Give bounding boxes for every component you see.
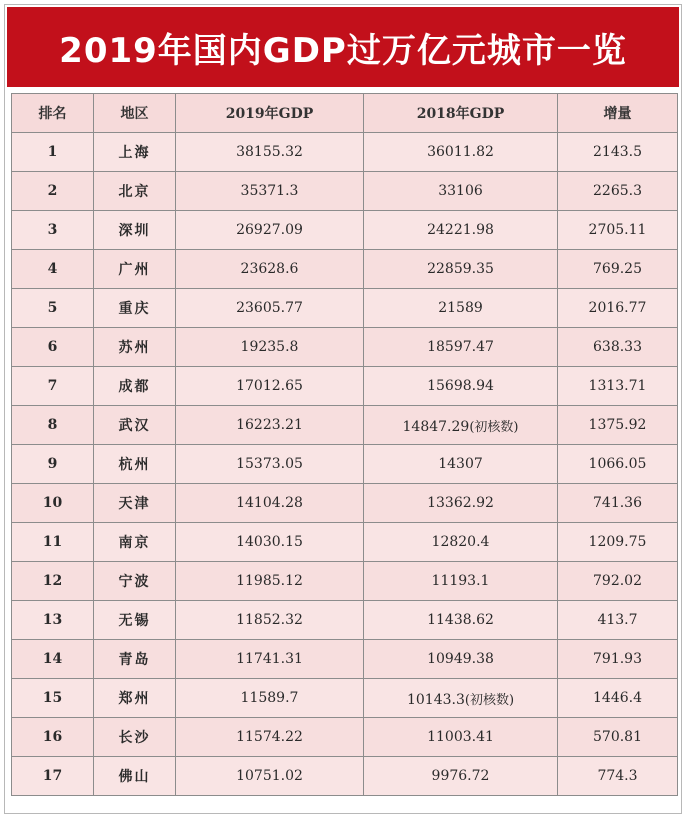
gdp-2019-cell: 11985.12 [176, 562, 364, 601]
table-row [12, 367, 678, 406]
gdp-2018-cell: 22859.35 [364, 250, 558, 289]
increase-cell: 1066.05 [558, 445, 678, 484]
gdp-2018-cell: 36011.82 [364, 133, 558, 172]
gdp-2019-cell: 17012.65 [176, 367, 364, 406]
table-row [12, 133, 678, 172]
gdp-table [11, 93, 678, 796]
gdp-2019-cell: 35371.3 [176, 172, 364, 211]
gdp-2018-cell: 11193.1 [364, 562, 558, 601]
city-cell: 南京 [94, 523, 176, 562]
increase-cell: 774.3 [558, 757, 678, 796]
table-row [12, 484, 678, 523]
gdp-2018-cell: 15698.94 [364, 367, 558, 406]
city-cell: 宁波 [94, 562, 176, 601]
rank-cell: 12 [12, 562, 94, 601]
gdp-2018-value: 10143.3 [406, 691, 465, 708]
table-row [12, 211, 678, 250]
increase-cell: 570.81 [558, 718, 678, 757]
gdp-2019-cell: 10751.02 [176, 757, 364, 796]
table-body [12, 133, 678, 796]
table-row [12, 289, 678, 328]
gdp-2019-cell: 11589.7 [176, 679, 364, 718]
table-row [12, 328, 678, 367]
gdp-2019-cell: 14030.15 [176, 523, 364, 562]
city-cell: 深圳 [94, 211, 176, 250]
table-row [12, 445, 678, 484]
table-row [12, 601, 678, 640]
preliminary-note: (初核数) [464, 692, 515, 708]
city-cell: 郑州 [94, 679, 176, 718]
rank-cell: 9 [12, 445, 94, 484]
gdp-2019-cell: 11574.22 [176, 718, 364, 757]
gdp-2018-cell: 10949.38 [364, 640, 558, 679]
gdp-2019-cell: 23628.6 [176, 250, 364, 289]
table-row [12, 406, 678, 445]
gdp-2018-cell: 18597.47 [364, 328, 558, 367]
column-header-gdp-2019: 2019年GDP [176, 94, 364, 133]
rank-cell: 7 [12, 367, 94, 406]
table-row [12, 523, 678, 562]
rank-cell: 13 [12, 601, 94, 640]
table-row [12, 562, 678, 601]
gdp-2018-cell [364, 406, 558, 445]
gdp-2019-cell: 11852.32 [176, 601, 364, 640]
city-cell: 无锡 [94, 601, 176, 640]
page-title: 2019年国内GDP过万亿元城市一览 [59, 30, 627, 71]
rank-cell: 1 [12, 133, 94, 172]
increase-cell: 769.25 [558, 250, 678, 289]
rank-cell: 10 [12, 484, 94, 523]
gdp-2018-cell [364, 679, 558, 718]
increase-cell: 1209.75 [558, 523, 678, 562]
rank-cell: 17 [12, 757, 94, 796]
city-cell: 重庆 [94, 289, 176, 328]
increase-cell: 638.33 [558, 328, 678, 367]
gdp-2019-cell: 14104.28 [176, 484, 364, 523]
increase-cell: 792.02 [558, 562, 678, 601]
table-row [12, 757, 678, 796]
rank-cell: 14 [12, 640, 94, 679]
city-cell: 佛山 [94, 757, 176, 796]
rank-cell: 2 [12, 172, 94, 211]
increase-cell: 2016.77 [558, 289, 678, 328]
column-header-increase: 增量 [558, 94, 678, 133]
table-row [12, 718, 678, 757]
table-row [12, 640, 678, 679]
increase-cell: 1446.4 [558, 679, 678, 718]
gdp-2019-cell: 26927.09 [176, 211, 364, 250]
city-cell: 上海 [94, 133, 176, 172]
rank-cell: 15 [12, 679, 94, 718]
column-header-gdp-2018: 2018年GDP [364, 94, 558, 133]
preliminary-note: (初核数) [469, 419, 519, 435]
city-cell: 青岛 [94, 640, 176, 679]
rank-cell: 6 [12, 328, 94, 367]
table-row [12, 250, 678, 289]
increase-cell: 1375.92 [558, 406, 678, 445]
gdp-2019-cell: 19235.8 [176, 328, 364, 367]
city-cell: 苏州 [94, 328, 176, 367]
increase-cell: 1313.71 [558, 367, 678, 406]
gdp-2018-cell: 9976.72 [364, 757, 558, 796]
increase-cell: 791.93 [558, 640, 678, 679]
rank-cell: 4 [12, 250, 94, 289]
column-header-region: 地区 [94, 94, 176, 133]
table-header-row [12, 94, 678, 133]
city-cell: 北京 [94, 172, 176, 211]
increase-cell: 741.36 [558, 484, 678, 523]
title-banner [7, 7, 679, 87]
gdp-2019-cell: 38155.32 [176, 133, 364, 172]
gdp-2018-cell: 14307 [364, 445, 558, 484]
city-cell: 成都 [94, 367, 176, 406]
rank-cell: 8 [12, 406, 94, 445]
gdp-2018-cell: 24221.98 [364, 211, 558, 250]
city-cell: 天津 [94, 484, 176, 523]
increase-cell: 2705.11 [558, 211, 678, 250]
gdp-2019-cell: 16223.21 [176, 406, 364, 445]
rank-cell: 5 [12, 289, 94, 328]
gdp-2018-cell: 12820.4 [364, 523, 558, 562]
increase-cell: 2143.5 [558, 133, 678, 172]
gdp-2018-cell: 33106 [364, 172, 558, 211]
gdp-2018-value: 14847.29 [402, 418, 470, 435]
gdp-2018-cell: 13362.92 [364, 484, 558, 523]
city-cell: 武汉 [94, 406, 176, 445]
rank-cell: 3 [12, 211, 94, 250]
rank-cell: 11 [12, 523, 94, 562]
gdp-2018-cell: 11003.41 [364, 718, 558, 757]
column-header-rank: 排名 [12, 94, 94, 133]
city-cell: 杭州 [94, 445, 176, 484]
table-row [12, 172, 678, 211]
increase-cell: 2265.3 [558, 172, 678, 211]
increase-cell: 413.7 [558, 601, 678, 640]
gdp-infographic [4, 4, 682, 814]
rank-cell: 16 [12, 718, 94, 757]
city-cell: 长沙 [94, 718, 176, 757]
table-row [12, 679, 678, 718]
gdp-2018-cell: 21589 [364, 289, 558, 328]
gdp-2019-cell: 15373.05 [176, 445, 364, 484]
gdp-2018-cell: 11438.62 [364, 601, 558, 640]
city-cell: 广州 [94, 250, 176, 289]
gdp-2019-cell: 11741.31 [176, 640, 364, 679]
gdp-2019-cell: 23605.77 [176, 289, 364, 328]
